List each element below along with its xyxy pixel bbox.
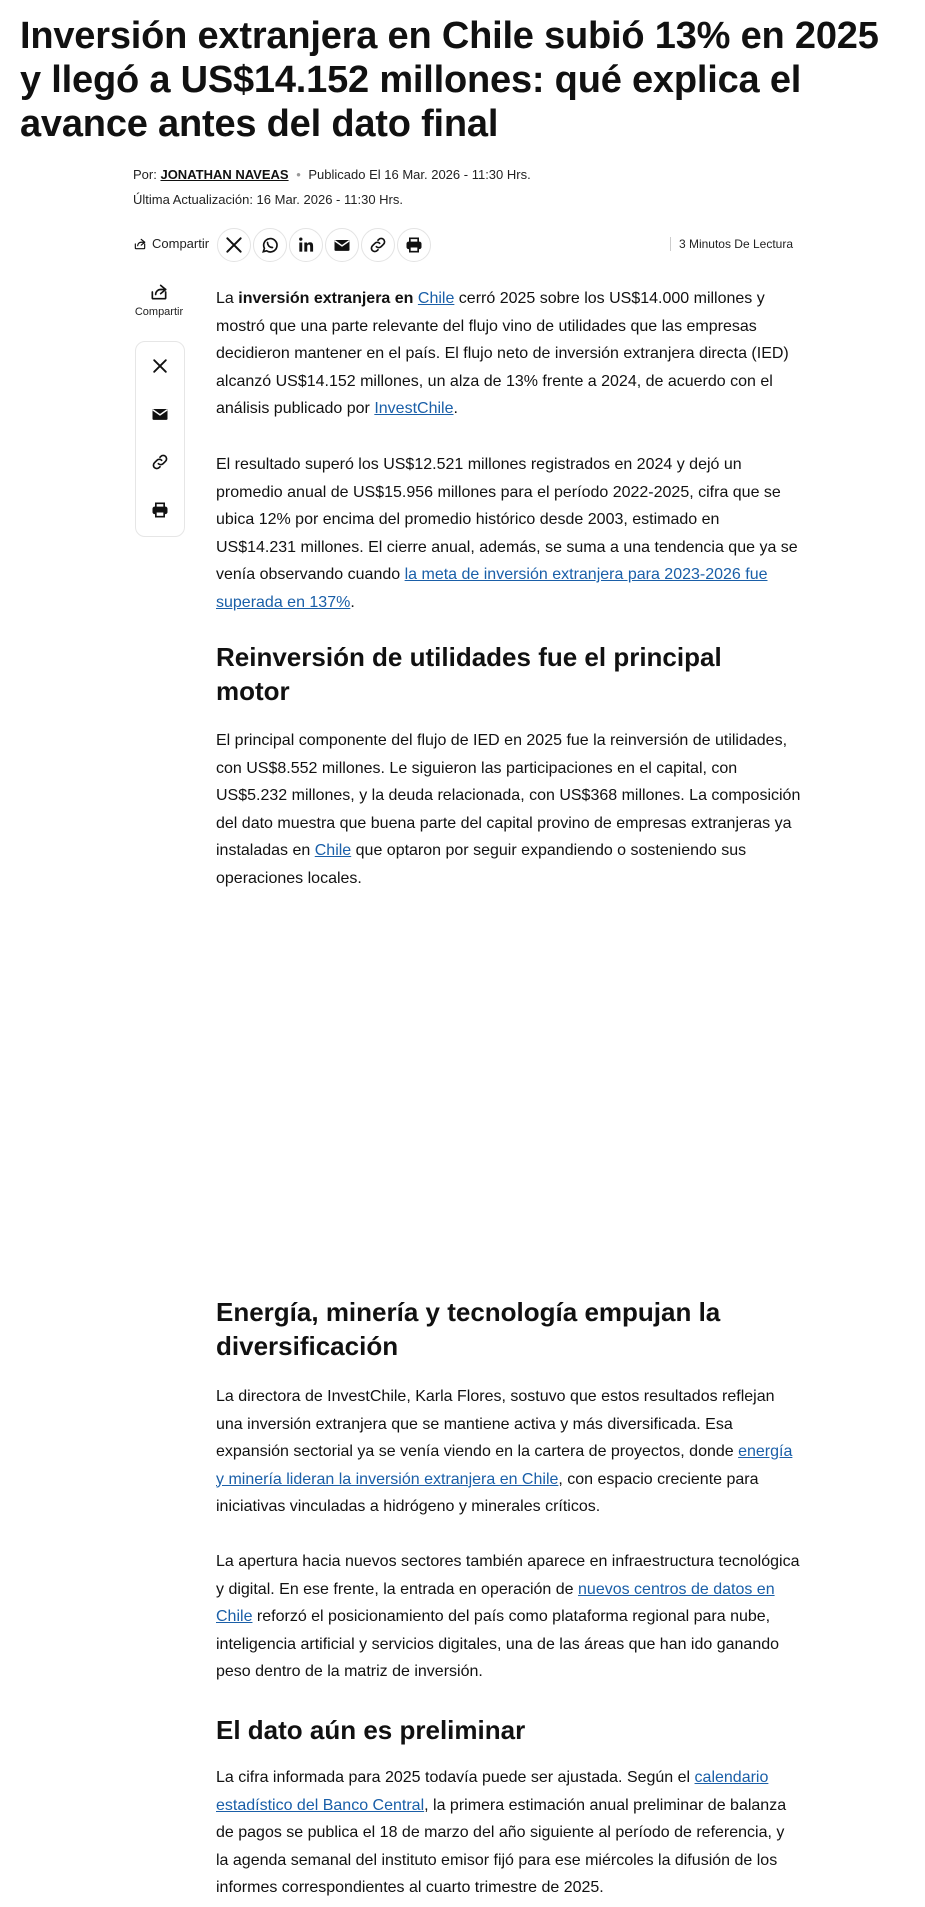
- share-link-button[interactable]: [361, 228, 395, 262]
- side-share-label: Compartir: [134, 306, 184, 318]
- text: que optaron por seguir expandiendo o sosteniendo sus operaciones locales.: [216, 842, 747, 887]
- section-heading: Energía, minería y tecnología empujan la diversificación: [216, 1297, 721, 1361]
- text: La directora de InvestChile, Karla Flores, sostuvo que estos resultados reflejan una inversión extranjera que se mantiene activa y más diversificada. Esa expansión sectorial ya se venía viendo en la cartera de proyectos, donde: [216, 1388, 775, 1460]
- share-toolbar: [133, 228, 793, 262]
- text: El resultado superó los US$12.521 millones registrados en 2024 y dejó un promedio anual de US$15.956 millones para el período 2022-2025, cifra que se ubica 12% por encima del promedio histórico desde 2003, estimado en US$14.231 millones. El cierre anual, además, se suma a una tendencia que ya se venía observando cuando: [216, 456, 798, 583]
- byline-separator: •: [296, 167, 301, 182]
- share-print-button[interactable]: [397, 228, 431, 262]
- x-icon[interactable]: [150, 356, 170, 376]
- paragraph-4: [216, 1383, 801, 1521]
- published-date: Publicado El 16 Mar. 2026 - 11:30 Hrs.: [308, 167, 531, 182]
- article-title: Inversión extranjera en Chile subió 13% en 2025 y llegó a US$14.152 millones: qué explica el avance antes del dato final: [20, 15, 879, 145]
- text: La apertura hacia nuevos sectores también aparece en infraestructura tecnológica y digital. En ese frente, la entrada en operación de: [216, 1553, 800, 1598]
- updated-date: Última Actualización: 16 Mar. 2026 - 11:30 Hrs.: [133, 192, 403, 207]
- share-linkedin-button[interactable]: [289, 228, 323, 262]
- author-link[interactable]: JONATHAN NAVEAS: [160, 167, 289, 182]
- share-whatsapp-button[interactable]: [253, 228, 287, 262]
- section-3: [216, 1713, 801, 1747]
- paragraph-1: [216, 285, 801, 423]
- read-time: 3 Minutos De Lectura: [670, 237, 793, 251]
- share-x-button[interactable]: [217, 228, 251, 262]
- print-icon: [404, 235, 424, 255]
- investchile-link[interactable]: InvestChile: [374, 400, 454, 417]
- share-email-button[interactable]: [325, 228, 359, 262]
- linkedin-icon: [296, 235, 316, 255]
- paragraph-5: [216, 1548, 801, 1686]
- text: La cifra informada para 2025 todavía puede ser ajustada. Según el: [216, 1769, 695, 1786]
- text: .: [350, 593, 355, 611]
- meta-inversion-link[interactable]: la meta de inversión extranjera para 2023-2026 fue superada en 137%: [216, 566, 768, 611]
- side-share-header[interactable]: [133, 282, 185, 318]
- section-heading: El dato aún es preliminar: [216, 1715, 526, 1745]
- paragraph-3: [216, 727, 801, 892]
- share-label: Compartir: [152, 236, 210, 251]
- calendario-link[interactable]: calendario estadístico del Banco Central: [216, 1769, 769, 1814]
- text: cerró 2025 sobre los US$14.000 millones y mostró que una parte relevante del flujo vino de utilidades que las empresas decidieron mantener en el país. El flujo neto de inversión extranjera directa (IED) alcanzó US$14.152 millones, un alza de 13% frente a 2024, de acuerdo con el análisis publicado por: [216, 290, 789, 417]
- chile-link[interactable]: Chile: [417, 290, 455, 307]
- text: La: [216, 290, 239, 307]
- bold-text: inversión extranjera en: [238, 290, 414, 307]
- section-2: [216, 1295, 801, 1363]
- paragraph-6: [216, 1764, 801, 1902]
- energia-mineria-link[interactable]: energía y minería lideran la inversión extranjera en Chile: [216, 1443, 793, 1488]
- text: , la primera estimación anual preliminar de balanza de pagos se publica el 18 de marzo del año siguiente al período de referencia, y la agenda semanal del instituto emisor fijó para ese miércoles la difusión de los informes correspondientes al cuarto trimestre de 2025.: [216, 1796, 787, 1896]
- side-share-panel: [135, 341, 185, 537]
- x-icon: [224, 235, 244, 255]
- share-icon: [149, 282, 169, 302]
- link-icon: [368, 235, 388, 255]
- text: El principal componente del flujo de IED en 2025 fue la reinversión de utilidades, con US$8.552 millones. Le siguieron las participaciones en el capital, con US$5.232 millones, y la deuda relacionada, con US$368 millones. La composición del dato muestra que buena parte del capital provino de empresas extranjeras ya instaladas en: [216, 732, 801, 859]
- centros-datos-link[interactable]: nuevos centros de datos en Chile: [216, 1580, 775, 1625]
- text: .: [453, 400, 458, 417]
- section-1: [216, 640, 801, 708]
- print-icon[interactable]: [150, 500, 170, 520]
- email-icon: [332, 235, 352, 255]
- link-icon[interactable]: [150, 452, 170, 472]
- share-icon: [133, 237, 147, 251]
- byline: [133, 166, 531, 184]
- email-icon[interactable]: [150, 404, 170, 424]
- section-heading: Reinversión de utilidades fue el principal motor: [216, 642, 722, 706]
- text: , con espacio creciente para iniciativas vinculadas a hidrógeno y minerales críticos.: [216, 1470, 759, 1515]
- whatsapp-icon: [260, 235, 280, 255]
- byline-prefix: Por:: [133, 167, 157, 182]
- text: reforzó el posicionamiento del país como plataforma regional para nube, inteligencia artificial y servicios digitales, una de las áreas que han ido ganando peso dentro de la matriz de inversión.: [216, 1608, 780, 1680]
- share-label-button[interactable]: [133, 236, 209, 251]
- chile-link[interactable]: Chile: [314, 842, 352, 859]
- paragraph-2: [216, 451, 801, 616]
